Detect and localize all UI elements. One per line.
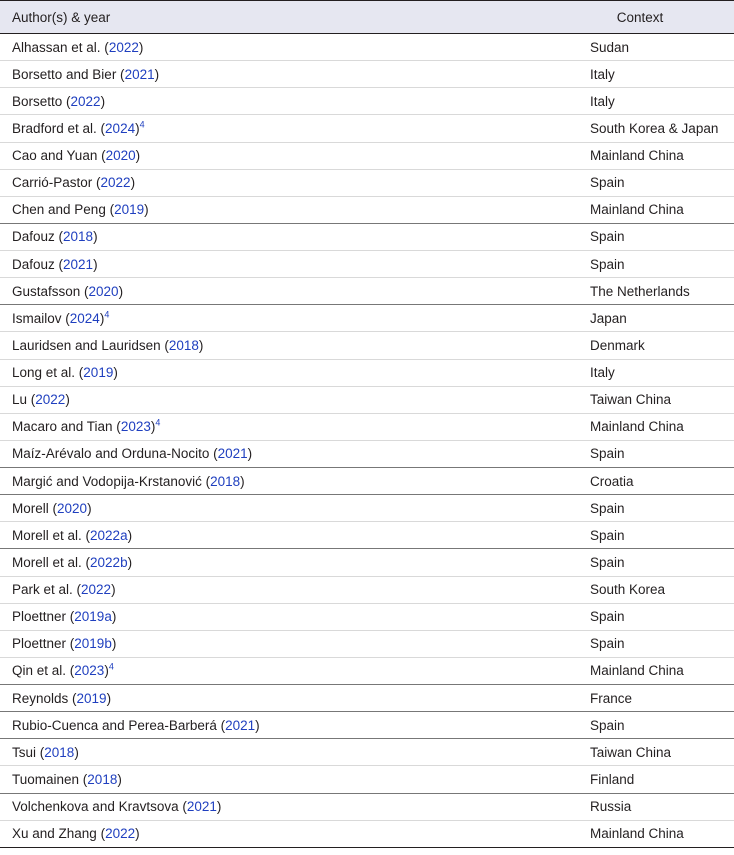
closing-paren: ) — [117, 771, 122, 787]
year-link[interactable]: 2018 — [87, 771, 118, 787]
table-row — [0, 495, 734, 522]
author-cell — [0, 251, 586, 278]
context-cell: Italy — [590, 365, 615, 381]
author-names: Morell ( — [12, 500, 58, 516]
table-header-row — [0, 1, 734, 34]
closing-paren: ) — [100, 93, 106, 109]
author-names: Cao and Yuan ( — [12, 148, 106, 164]
author-names: Tsui ( — [12, 744, 45, 760]
table-row — [0, 793, 734, 820]
context-cell: Spain — [590, 446, 625, 462]
author-names: Gustafsson ( — [12, 283, 89, 299]
author-names: Qin et al. ( — [12, 663, 75, 679]
closing-paren: ) — [106, 690, 112, 706]
closing-paren: ) — [135, 148, 141, 164]
table-row — [0, 223, 734, 250]
closing-paren: ) — [113, 365, 118, 381]
context-cell: Mainland China — [590, 148, 684, 164]
closing-paren: ) — [150, 419, 156, 435]
context-cell: Spain — [590, 609, 625, 625]
context-cell: The Netherlands — [590, 283, 690, 299]
author-cell — [0, 61, 586, 88]
table-row — [0, 196, 734, 223]
author-names: Dafouz ( — [12, 229, 64, 245]
closing-paren: ) — [138, 39, 144, 55]
year-link[interactable]: 2019b — [74, 636, 112, 652]
closing-paren: ) — [65, 392, 70, 408]
closing-paren: ) — [127, 554, 133, 570]
closing-paren: ) — [240, 473, 245, 489]
year-link[interactable]: 2019 — [83, 365, 114, 381]
table-row — [0, 413, 734, 440]
context-cell: Mainland China — [590, 202, 684, 218]
author-cell — [0, 305, 586, 332]
context-cell: France — [590, 690, 633, 706]
year-link[interactable]: 2018 — [210, 473, 241, 489]
closing-paren: ) — [118, 283, 124, 299]
context-cell: Mainland China — [590, 419, 684, 435]
header-context: Context — [616, 9, 664, 25]
author-cell — [0, 766, 586, 793]
context-cell: Spain — [590, 500, 625, 516]
table-row — [0, 603, 734, 630]
author-names: Morell et al. ( — [12, 554, 91, 570]
closing-paren: ) — [99, 310, 105, 326]
author-names: Ploettner ( — [12, 636, 75, 652]
year-link[interactable]: 2021 — [63, 256, 94, 272]
year-link[interactable]: 2022 — [35, 392, 66, 408]
closing-paren: ) — [111, 582, 116, 598]
closing-paren: ) — [74, 744, 79, 760]
year-link[interactable]: 2021 — [225, 717, 256, 733]
author-cell — [0, 685, 586, 712]
author-cell — [0, 413, 586, 440]
closing-paren: ) — [255, 717, 260, 733]
author-names: Morell et al. ( — [12, 527, 91, 543]
author-cell — [0, 657, 586, 684]
author-names: Macaro and Tian ( — [12, 419, 121, 435]
author-names: Ploettner ( — [12, 609, 75, 625]
closing-paren: ) — [135, 120, 140, 136]
author-cell — [0, 603, 586, 630]
author-names: Lauridsen and Lauridsen ( — [12, 337, 169, 353]
year-link[interactable]: 2018 — [44, 744, 75, 760]
author-cell — [0, 169, 586, 196]
context-cell: Spain — [590, 527, 625, 543]
author-names: Ismailov ( — [12, 310, 70, 326]
context-cell: Japan — [590, 310, 627, 326]
year-link[interactable]: 2022 — [100, 175, 131, 191]
context-cell: Mainland China — [590, 826, 684, 842]
closing-paren: ) — [198, 337, 204, 353]
context-cell: Denmark — [590, 337, 645, 353]
context-cell: South Korea & Japan — [590, 120, 719, 136]
closing-paren: ) — [127, 527, 133, 543]
author-cell — [0, 739, 586, 766]
table-row — [0, 657, 734, 684]
year-link[interactable]: 2022 — [108, 39, 139, 55]
table-row — [0, 332, 734, 359]
author-names: Long et al. ( — [12, 365, 84, 381]
table-row — [0, 34, 734, 61]
context-cell: Italy — [590, 66, 615, 82]
closing-paren: ) — [216, 799, 222, 815]
table-row — [0, 739, 734, 766]
table-row — [0, 685, 734, 712]
year-link[interactable]: 2021 — [186, 799, 217, 815]
closing-paren: ) — [154, 66, 160, 82]
closing-paren: ) — [111, 636, 117, 652]
year-link[interactable]: 2024 — [69, 310, 100, 326]
year-link[interactable]: 2020 — [105, 148, 136, 164]
year-link[interactable]: 2022 — [70, 93, 101, 109]
table-row — [0, 549, 734, 576]
author-names: Dafouz ( — [12, 256, 64, 272]
author-names: Chen and Peng ( — [12, 202, 115, 218]
context-cell: Spain — [590, 636, 625, 652]
author-cell — [0, 115, 586, 142]
author-cell — [0, 223, 586, 250]
table-row — [0, 142, 734, 169]
author-names: Park et al. ( — [12, 582, 82, 598]
author-cell — [0, 576, 586, 603]
context-cell: Mainland China — [590, 663, 684, 679]
table-row — [0, 251, 734, 278]
context-cell: Taiwan China — [590, 744, 672, 760]
context-cell: Spain — [590, 256, 625, 272]
closing-paren: ) — [93, 256, 98, 272]
table-row — [0, 61, 734, 88]
author-cell — [0, 332, 586, 359]
table-row — [0, 115, 734, 142]
author-names: Borsetto and Bier ( — [12, 66, 125, 82]
table-row — [0, 278, 734, 305]
year-link[interactable]: 2022a — [90, 527, 128, 543]
header-author-year: Author(s) & year — [12, 9, 111, 25]
table-row — [0, 576, 734, 603]
closing-paren: ) — [144, 202, 149, 218]
author-cell — [0, 495, 586, 522]
context-cell: Russia — [590, 799, 632, 815]
author-cell — [0, 88, 586, 115]
author-cell — [0, 34, 586, 61]
table-row — [0, 305, 734, 332]
author-names: Alhassan et al. ( — [12, 39, 109, 55]
author-cell — [0, 142, 586, 169]
author-names: Reynolds ( — [12, 690, 77, 706]
author-cell — [0, 522, 586, 549]
author-names: Lu ( — [12, 392, 36, 408]
table-row — [0, 169, 734, 196]
context-cell: Finland — [590, 771, 635, 787]
context-cell: South Korea — [590, 582, 666, 598]
context-cell: Spain — [590, 717, 625, 733]
author-names: Xu and Zhang ( — [12, 826, 106, 842]
closing-paren: ) — [130, 175, 136, 191]
context-cell: Sudan — [590, 39, 630, 55]
table-row — [0, 88, 734, 115]
year-link[interactable]: 2019 — [76, 690, 107, 706]
table-body — [0, 34, 734, 848]
year-link[interactable]: 2022 — [81, 582, 112, 598]
author-names: Maíz-Arévalo and Orduna-Nocito ( — [12, 446, 218, 462]
table-row — [0, 386, 734, 413]
table-row — [0, 630, 734, 657]
author-cell — [0, 196, 586, 223]
table-row — [0, 359, 734, 386]
year-link[interactable]: 2018 — [63, 229, 94, 245]
table-row — [0, 820, 734, 847]
footnote-marker[interactable]: 4 — [139, 119, 145, 130]
author-names: Borsetto ( — [12, 93, 71, 109]
year-link[interactable]: 2022b — [90, 554, 128, 570]
author-cell — [0, 468, 586, 495]
closing-paren: ) — [135, 826, 140, 842]
author-cell — [0, 630, 586, 657]
year-link[interactable]: 2022 — [105, 826, 136, 842]
footnote-marker[interactable]: 4 — [155, 417, 161, 428]
year-link[interactable]: 2021 — [124, 66, 155, 82]
author-cell — [0, 820, 586, 847]
year-link[interactable]: 2020 — [57, 500, 88, 516]
author-cell — [0, 549, 586, 576]
author-names: Carrió-Pastor ( — [12, 175, 101, 191]
table-row — [0, 440, 734, 467]
table-row — [0, 522, 734, 549]
context-cell: Spain — [590, 229, 625, 245]
table-row — [0, 766, 734, 793]
year-link[interactable]: 2019 — [114, 202, 145, 218]
author-cell — [0, 359, 586, 386]
year-link[interactable]: 2020 — [88, 283, 119, 299]
context-cell: Spain — [590, 175, 625, 191]
table-row — [0, 712, 734, 739]
author-cell — [0, 278, 586, 305]
closing-paren: ) — [87, 500, 92, 516]
context-cell: Italy — [590, 93, 615, 109]
author-names: Volchenkova and Kravtsova ( — [12, 799, 187, 815]
year-link[interactable]: 2019a — [74, 609, 112, 625]
year-link[interactable]: 2023 — [120, 419, 151, 435]
table-row — [0, 468, 734, 495]
context-cell: Spain — [590, 554, 625, 570]
closing-paren: ) — [247, 446, 253, 462]
closing-paren: ) — [104, 663, 109, 679]
author-names: Rubio-Cuenca and Perea-Barberá ( — [12, 717, 226, 733]
author-names: Bradford et al. ( — [12, 120, 106, 136]
context-cell: Croatia — [590, 473, 634, 489]
author-cell — [0, 793, 586, 820]
year-link[interactable]: 2024 — [105, 120, 136, 136]
year-link[interactable]: 2018 — [168, 337, 199, 353]
author-cell — [0, 712, 586, 739]
context-cell: Taiwan China — [590, 392, 672, 408]
closing-paren: ) — [111, 609, 117, 625]
footnote-marker[interactable]: 4 — [104, 309, 110, 320]
author-names: Margić and Vodopija-Krstanović ( — [12, 473, 211, 489]
year-link[interactable]: 2021 — [217, 446, 248, 462]
author-cell — [0, 440, 586, 467]
footnote-marker[interactable]: 4 — [108, 661, 114, 672]
closing-paren: ) — [93, 229, 98, 245]
author-cell — [0, 386, 586, 413]
year-link[interactable]: 2023 — [74, 663, 105, 679]
author-names: Tuomainen ( — [12, 771, 88, 787]
